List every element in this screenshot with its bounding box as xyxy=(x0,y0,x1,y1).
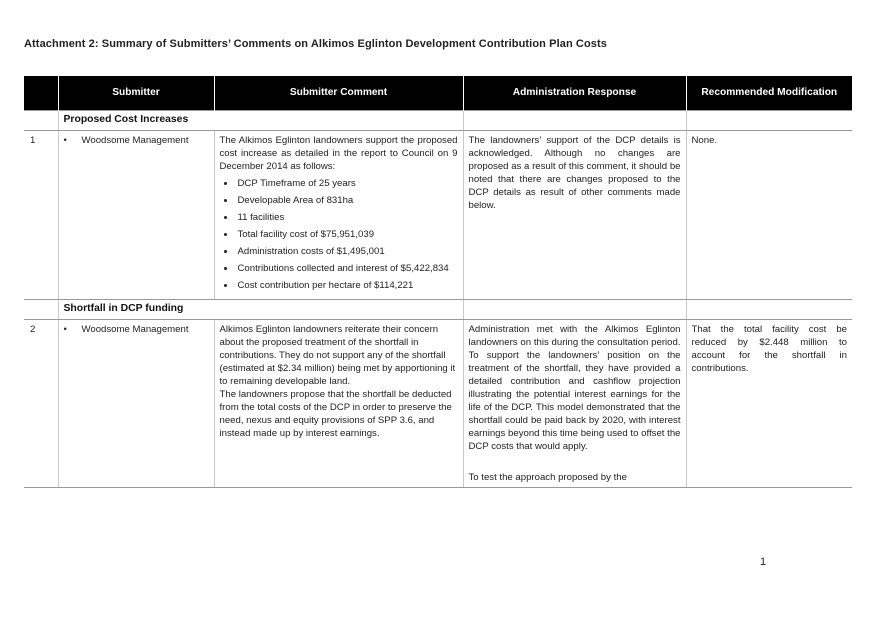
comment-paragraph: The landowners propose that the shortfall be deducted from the total costs of the DCP in order to preserve the need, nexus and equity provisions of SPP 3.6, and instead made up by interest earnings. xyxy=(219,389,452,439)
comment-list xyxy=(220,177,458,292)
header-recommended-modification: Recommended Modification xyxy=(686,76,852,111)
bullet-icon: • xyxy=(63,135,67,146)
list-item: • DCP Timeframe of 25 years xyxy=(236,177,458,190)
section-label: Proposed Cost Increases xyxy=(63,114,189,125)
list-item: • 11 facilities xyxy=(236,211,458,224)
modification-cell: That the total facility cost be reduced by $2.448 million to account for the shortfall in contributions. xyxy=(686,320,852,488)
list-item: • Contributions collected and interest of $5,422,834 xyxy=(236,262,458,275)
response-paragraph: To test the approach proposed by the xyxy=(468,472,627,483)
bullet-icon: • xyxy=(63,324,67,335)
header-submitter: Submitter xyxy=(58,76,214,111)
table-header-row xyxy=(24,76,852,111)
list-item: • Total facility cost of $75,951,039 xyxy=(236,228,458,241)
response-cell xyxy=(463,320,686,488)
comment-paragraph: Alkimos Eglinton landowners reiterate their concern about the proposed treatment of the shortfall in contributions. They do not support any of the shortfall (estimated at $2.34 million) being met by apportioning it to remaining developable land. xyxy=(219,324,456,387)
list-item: • Cost contribution per hectare of $114,221 xyxy=(236,279,458,292)
page-title: Attachment 2: Summary of Submitters’ Comments on Alkimos Eglinton Development Contribution Plan Costs xyxy=(24,38,607,50)
page-number: 1 xyxy=(760,556,767,568)
modification-cell: None. xyxy=(686,131,852,300)
submitter-cell xyxy=(58,320,214,488)
submitter-name: Woodsome Management xyxy=(81,324,189,335)
comment-cell xyxy=(214,320,463,488)
row-number: 1 xyxy=(24,131,58,300)
table-row xyxy=(24,320,852,488)
comment-intro: The Alkimos Eglinton landowners support the proposed cost increase as detailed in the report to Council on 9 December 2014 as follows: xyxy=(219,135,458,172)
header-administration-response: Administration Response xyxy=(463,76,686,111)
section-label: Shortfall in DCP funding xyxy=(63,303,184,314)
submitter-cell xyxy=(58,131,214,300)
response-paragraph: Administration met with the Alkimos Eglinton landowners on this during the consultation period. To support the landowners’ position on the treatment of the shortfall, they have provided a detailed contribution and cashflow projection illustrating the potential interest earnings for the life of the DCP. This model demonstrated that the shortfall could be paid back by 2020, with interest earnings beyond this time being used to offset the DCP costs that would apply. xyxy=(468,324,681,452)
header-submitter-comment: Submitter Comment xyxy=(214,76,463,111)
header-number xyxy=(24,76,58,111)
row-number: 2 xyxy=(24,320,58,488)
table-row xyxy=(24,131,852,300)
submissions-table xyxy=(24,76,852,488)
response-cell: The landowners’ support of the DCP details is acknowledged. Although no changes are proposed as a result of this comment, it should be noted that there are changes proposed to the DCP details as result of other comments made below. xyxy=(463,131,686,300)
submitter-name: Woodsome Management xyxy=(81,135,189,146)
list-item: • Administration costs of $1,495,001 xyxy=(236,245,458,258)
section-row xyxy=(24,111,852,131)
list-item: • Developable Area of 831ha xyxy=(236,194,458,207)
comment-cell xyxy=(214,131,463,300)
section-row xyxy=(24,300,852,320)
